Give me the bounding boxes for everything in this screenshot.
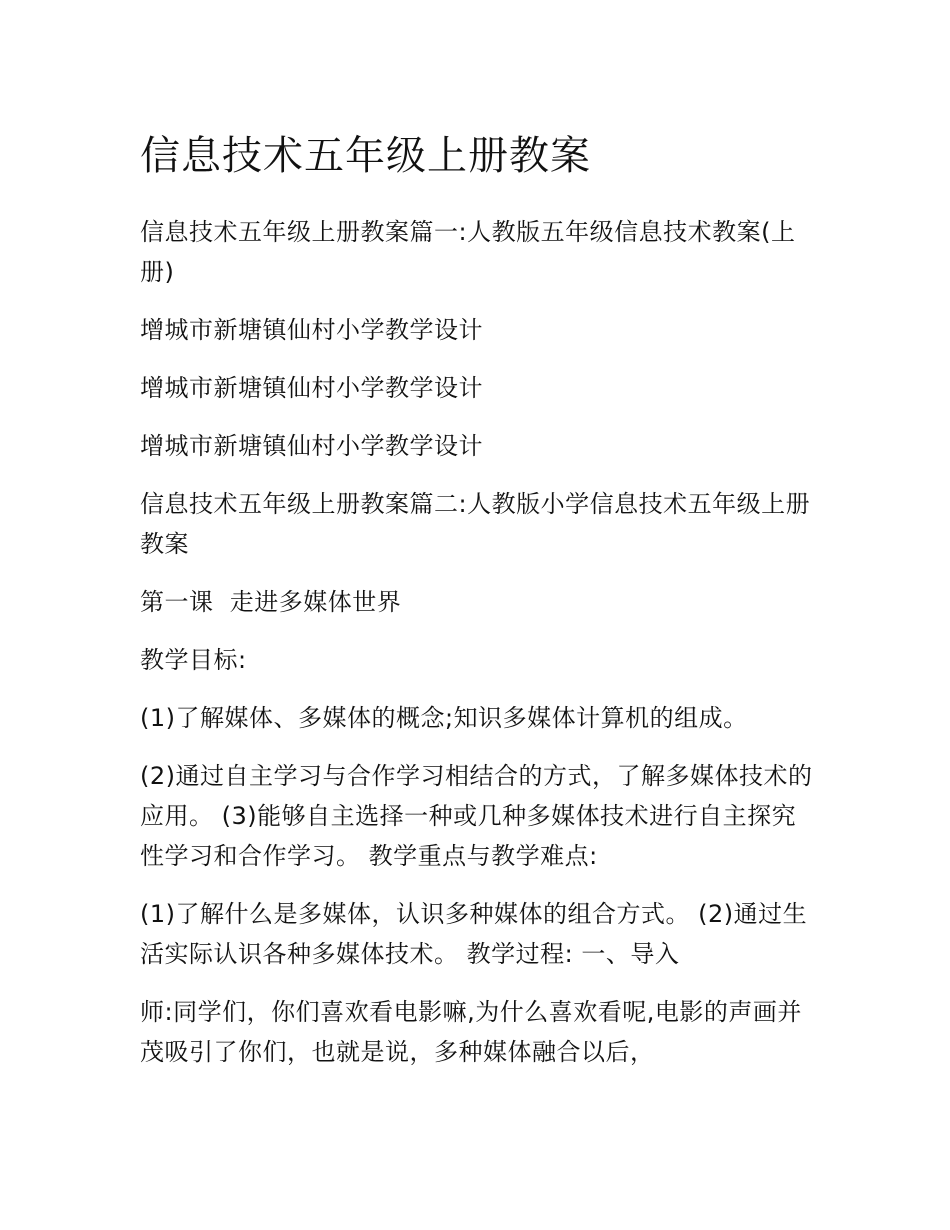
document-title: 信息技术五年级上册教案 [140,133,591,179]
document-page [140,128,820,1090]
paragraph-6: 第一课 走进多媒体世界 [140,588,402,616]
paragraph-10: (1)了解什么是多媒体，认识多种媒体的组合方式。 (2)通过生活实际认识各种多媒体技术。 教学过程: 一、导入 [140,900,808,968]
paragraph-7: 教学目标: [140,646,247,674]
paragraph-4: 增城市新塘镇仙村小学教学设计 [140,432,483,460]
paragraph-2: 增城市新塘镇仙村小学教学设计 [140,316,483,344]
paragraph-3: 增城市新塘镇仙村小学教学设计 [140,374,483,402]
paragraph-9: (2)通过自主学习与合作学习相结合的方式，了解多媒体技术的应用。 (3)能够自主选择一种或几种多媒体技术进行自主探究性学习和合作学习。 教学重点与教学难点: [140,762,813,870]
paragraph-11: 师:同学们，你们喜欢看电影嘛,为什么喜欢看呢,电影的声画并茂吸引了你们，也就是说，多种媒体融合以后， [140,998,802,1066]
paragraph-5: 信息技术五年级上册教案篇二:人教版小学信息技术五年级上册教案 [140,490,811,558]
paragraph-1: 信息技术五年级上册教案篇一:人教版五年级信息技术教案(上册) [140,218,796,286]
paragraph-8: (1)了解媒体、多媒体的概念;知识多媒体计算机的组成。 [140,704,748,732]
